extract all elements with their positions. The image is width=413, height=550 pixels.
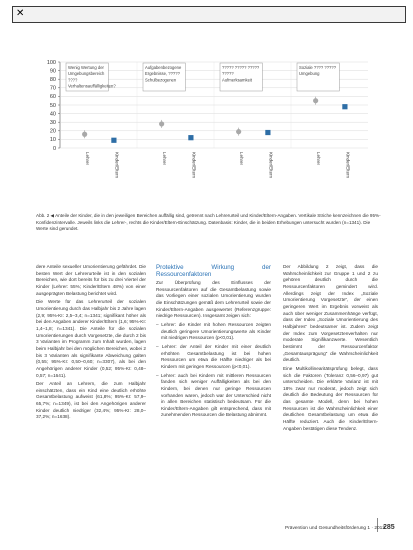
page-number: 285 <box>383 524 395 531</box>
figure-chart <box>30 56 372 206</box>
data-point <box>188 135 193 140</box>
annotation-text: Wenig Wertung der <box>68 65 104 70</box>
annotation-text: ????? ????? ????? <box>222 65 260 70</box>
x-tick-label: Lehrer <box>162 152 168 166</box>
annotation-text: Umgebung <box>299 71 320 77</box>
chart-svg <box>30 56 372 206</box>
annotation-text: Ergebnisse, ????? <box>145 71 180 77</box>
annotation-text: Verhaltensauffälligkeiten? <box>68 83 116 89</box>
list-item-text: Lehrer: der Anteil der Kinder mit einer deutlich erhöhten Gesamtbelastung ist bei hohen Ressourcen um etwa die Hälfte niedriger als bei Kindern mit geringen Ressourcen (p<0,01). <box>161 343 271 369</box>
section-heading: Protektive Wirkung der Ressourcenfaktoren <box>156 264 271 278</box>
data-point <box>313 98 318 103</box>
data-point <box>159 121 164 126</box>
annotation-text: ????? <box>222 71 234 77</box>
annotation-text: ???? <box>68 77 78 83</box>
data-point <box>342 104 347 109</box>
y-tick-label: 60 <box>49 94 56 101</box>
data-point <box>111 138 116 143</box>
y-tick-label: 50 <box>49 102 56 109</box>
y-tick-label: 80 <box>49 77 56 83</box>
top-bar <box>12 6 406 23</box>
text-column-1 <box>36 264 146 423</box>
x-tick-label: Kinder/Eltern <box>191 152 197 179</box>
y-tick-label: 40 <box>49 111 56 118</box>
y-tick-label: 20 <box>49 128 56 135</box>
paragraph: Der Anteil an Lehrern, die zum Halbjahr einschätzten, dass ein Kind eine deutlich erhöhte Gesamtbelastung aufweist (61,8%; 95%-KI: 57,9–65,7%; n=1349), ist bei den Angehörigen anderer Kinder deutlich niedriger (32,4%; 95%-KI: 28,0–37,2%; n=1638). <box>36 381 146 420</box>
x-tick-label: Kinder/Eltern <box>114 152 120 179</box>
x-tick-label: Lehrer <box>85 152 91 166</box>
data-point <box>82 132 87 137</box>
figure-caption: Abb. 2 ◀ Anteile der Kinder, die in den jeweiligen Bereichen auffällig sind, getrennt nach Lehrerurteil und Kinder/Eltern-Angaben. Vertikale Striche kennzeichnen die 95%-Konfidenzintervalle. Jeweils links die Lehrer-, rechts die Kinder/Eltern-Einschätzung. Datenbasis: Kinder, die in beiden Erhebungen untersucht wurden (n=1341). Die Werte sind gerundet. <box>36 213 381 231</box>
bullet-list <box>156 322 271 419</box>
paragraph: Zur Überprüfung des Einflusses der Ressourcenfaktoren auf die Gesamtbelastung sowie das Vorliegen einer sozialen Umorientierung wurden die Einschätzungen gemäß dem Lehrerurteil sowie der Kinder/Eltern-Angaben ausgewertet (Referenzgruppe: niedrige Ressourcen). Insgesamt zeigen sich: <box>156 280 271 319</box>
x-tick-label: Kinder/Eltern <box>345 152 351 179</box>
close-icon[interactable]: ✕ <box>16 8 25 19</box>
journal-footer: Prävention und Gesundheitsförderung 1 · 2013 <box>285 526 386 531</box>
y-tick-label: 100 <box>46 59 56 66</box>
data-point <box>236 129 241 134</box>
paragraph: dere Anteile sexueller Umorientierung gefährdet. Die besten Wert der Lehrerurteile ist in den sozialen Bereichen, wie dort bereits für bis zu drei Viertel der Kinder (Lehrer: 55%; Kinder/Eltern 48%) von einer ausgeprägten Belastung berichtet wird. <box>36 264 146 296</box>
x-tick-label: Kinder/Eltern <box>268 152 274 179</box>
annotation-text: Umgebungsbereich <box>68 71 105 77</box>
paragraph: Die Werte für das Lehrerurteil der sozialen Umorientierung durch das Halbjahr bis 2 Jahre lagen (2,9; 95%-KI: 2,5–3,4; n=1341; signifikant höher als bei den Angaben anderer Kinder/Eltern (1,6; 95%-KI: 1,4–1,8; n=1341). Die Anteile für die sozialen Umorientierungen durch Vorgesetzte, die durch 2 bis 3 Varianten im Programm zum Inhalt wurden, lagen beim Halbjahr bei den möglichen Bereichen, wobei 2 bis 3 Varianten als signifikante Abweichung galten (0,55; 95%-KI: 0,50–0,60; n=3307), als bei den Angehörigen anderer Kinder (0,52; 95%-KI: 0,48–0,57; n=1641). <box>36 299 146 378</box>
annotation-text: Schulbezogenen <box>145 77 177 83</box>
y-tick-label: 70 <box>49 85 56 92</box>
y-tick-label: 90 <box>49 68 56 75</box>
x-tick-label: Lehrer <box>316 152 322 166</box>
list-item-text: Lehrer: die Kinder mit hohen Ressourcen zeigten deutlich geringere Umorientierungswerte als Kinder mit niedrigen Ressourcen (p<0,01). <box>161 321 271 341</box>
annotation-text: Aufmerksamkeit <box>222 77 253 83</box>
paragraph: Der Abbildung 2 zeigt, dass die Wahrscheinlichkeit zur Gruppe 1 und 2 zu gehören deutlich durch die Ressourcenfaktoren gemindert wird. Allerdings zeigt der Index „Soziale Umorientierung Vorgesetzte“, der einen geringeren Wert im Ergebnis vorweist als auch über weniger Zusammenhänge verfügt, dass der Index „Soziale Umorientierung des Halbjahres“ bedeutsamer ist. Zudem zeigt der Index zum Vorgesetztenverhalten nur moderate Signifikanzwerte. Wesentlich bestimmt der Ressourcenfaktor „Gesamtausprägung“ die Wahrscheinlichkeit deutlich. <box>283 264 378 363</box>
data-point <box>265 130 270 135</box>
list-item: – Lehrer: der Anteil der Kinder mit einer deutlich erhöhten Gesamtbelastung ist bei hohen Ressourcen um etwa die Hälfte niedriger als bei Kindern mit geringen Ressourcen (p<0,01). <box>156 343 271 369</box>
y-tick-label: 0 <box>52 145 56 152</box>
text-column-2 <box>156 264 271 421</box>
list-item-text: Lehrer: auch bei Kindern mit mittleren Ressourcen fanden sich weniger Auffälligkeiten als bei den Kindern, bei denen nur geringe Ressourcen vorhanden waren, jedoch war der Unterschied nicht in allen Bereichen statistisch bedeutsam. Für die Kinder/Eltern-Angaben gilt entsprechend, dass mit zunehmenden Ressourcen die Belastung abnimmt. <box>160 372 271 418</box>
annotation-text: Soziale ???? ????? <box>299 65 337 70</box>
x-tick-label: Lehrer <box>239 152 245 166</box>
text-column-3 <box>283 264 378 434</box>
y-tick-label: 10 <box>49 137 56 144</box>
annotation-text: Aufgabenbezogene <box>145 65 182 70</box>
y-tick-label: 30 <box>49 120 56 126</box>
list-item: – Lehrer: auch bei Kindern mit mittleren Ressourcen fanden sich weniger Auffälligkeiten als bei den Kindern, bei denen nur geringe Ressourcen vorhanden waren, jedoch war der Unterschied nicht in allen Bereichen statistisch bedeutsam. Für die Kinder/Eltern-Angaben gilt entsprechend, dass mit zunehmenden Ressourcen die Belastung abnimmt. <box>156 372 271 418</box>
paragraph: Eine Multikollinearitätsprüfung belegt, dass sich die Faktoren (Toleranz 0,56–0,97) gut unterscheiden. Die erklärte Varianz ist mit 18% zwar nur moderat, jedoch zeigt sich deutlich die Bedeutung der Ressourcen für das gesamte Modell, denn bei hohen Ressourcen ist die Wahrscheinlichkeit einer deutlichen Gesamtbelastung um etwa die Hälfte reduziert. Auch die Kinder/Eltern-Angaben bestätigen diese Tendenz. <box>283 365 378 431</box>
list-item: – Lehrer: die Kinder mit hohen Ressourcen zeigten deutlich geringere Umorientierungswerte als Kinder mit niedrigen Ressourcen (p<0,01). <box>156 321 271 341</box>
